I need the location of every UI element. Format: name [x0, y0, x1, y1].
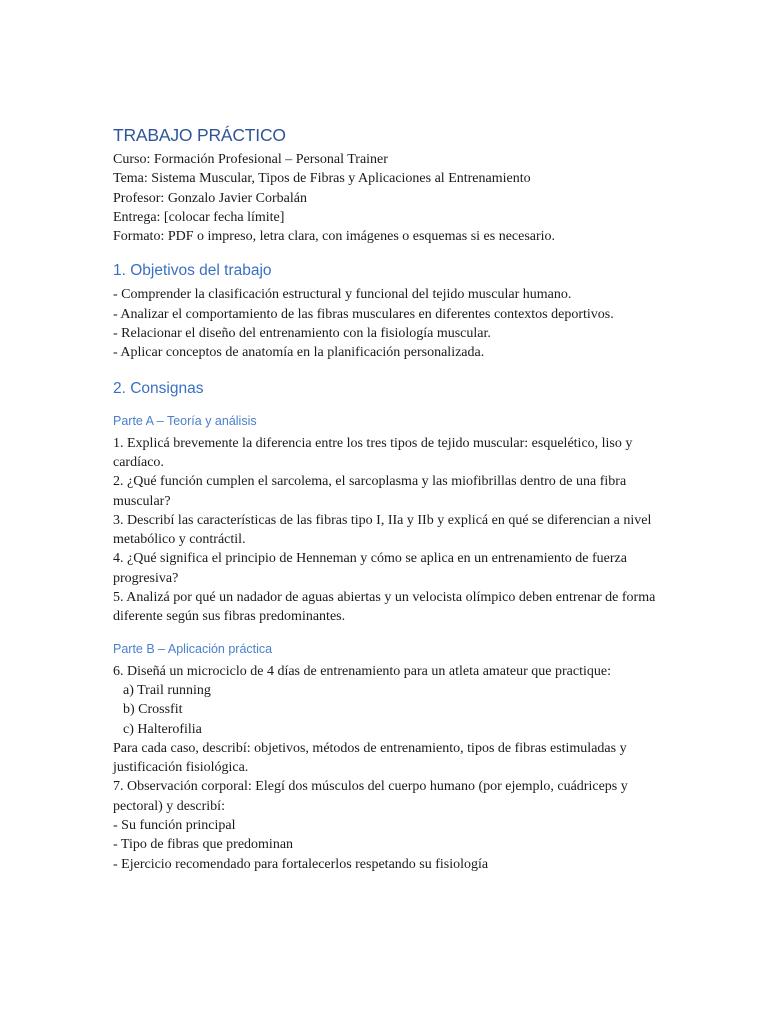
question-item: 6. Diseñá un microciclo de 4 días de entrenamiento para un atleta amateur que practique:	[113, 663, 611, 679]
objective-item: - Comprender la clasificación estructural y funcional del tejido muscular humano.	[113, 287, 572, 303]
objective-item: - Relacionar el diseño del entrenamiento con la fisiología muscular.	[113, 326, 491, 342]
teacher-line: Profesor: Gonzalo Javier Corbalán	[113, 190, 307, 206]
question-item: 2. ¿Qué función cumplen el sarcolema, el sarcoplasma y las miofibrillas dentro de una fibra muscular?	[113, 474, 627, 509]
question-item: 7. Observación corporal: Elegí dos músculos del cuerpo humano (por ejemplo, cuádriceps y pectoral) y describí:	[113, 779, 628, 814]
question-item: 3. Describí las características de las fibras tipo I, IIa y IIb y explicá en qué se diferencian a nivel metabólico y contráctil.	[113, 512, 652, 548]
part-b	[113, 641, 668, 874]
part-a-heading: Parte A – Teoría y análisis	[113, 413, 257, 428]
document-title: TRABAJO PRÁCTICO	[113, 125, 286, 145]
deadline-line: Entrega: [colocar fecha límite]	[113, 209, 285, 225]
header-info	[113, 150, 668, 246]
option-item: a) Trail running	[123, 682, 211, 698]
part-a	[113, 413, 668, 627]
question-item: 1. Explicá brevemente la diferencia entre los tres tipos de tejido muscular: esquelético, liso y cardíaco.	[113, 435, 633, 470]
objectives-heading: 1. Objetivos del trabajo	[113, 262, 272, 280]
list-item: - Su función principal	[113, 818, 236, 834]
list-item: - Ejercicio recomendado para fortalecerlos respetando su fisiología	[113, 856, 489, 872]
option-item: c) Halterofilia	[123, 721, 202, 737]
topic-line: Tema: Sistema Muscular, Tipos de Fibras y Aplicaciones al Entrenamiento	[113, 171, 531, 187]
consignas-heading: 2. Consignas	[113, 379, 204, 397]
objective-item: - Analizar el comportamiento de las fibras musculares en diferentes contextos deportivos.	[113, 306, 614, 322]
objective-item: - Aplicar conceptos de anatomía en la planificación personalizada.	[113, 345, 485, 361]
option-item: b) Crossfit	[123, 702, 183, 718]
question-item: 4. ¿Qué significa el principio de Henneman y cómo se aplica en un entrenamiento de fuerza progresiva?	[113, 551, 627, 586]
section-objectives	[113, 261, 668, 362]
instruction-text: Para cada caso, describí: objetivos, métodos de entrenamiento, tipos de fibras estimuladas y justificación fisiológica.	[113, 740, 627, 776]
question-item: 5. Analizá por qué un nadador de aguas abiertas y un velocista olímpico deben entrenar de forma diferente según sus fibras predominantes.	[113, 590, 656, 625]
course-line: Curso: Formación Profesional – Personal Trainer	[113, 152, 388, 167]
list-item: - Tipo de fibras que predominan	[113, 837, 294, 853]
part-b-heading: Parte B – Aplicación práctica	[113, 641, 273, 656]
section-consignas	[113, 379, 668, 874]
format-line: Formato: PDF o impreso, letra clara, con imágenes o esquemas si es necesario.	[113, 229, 556, 245]
